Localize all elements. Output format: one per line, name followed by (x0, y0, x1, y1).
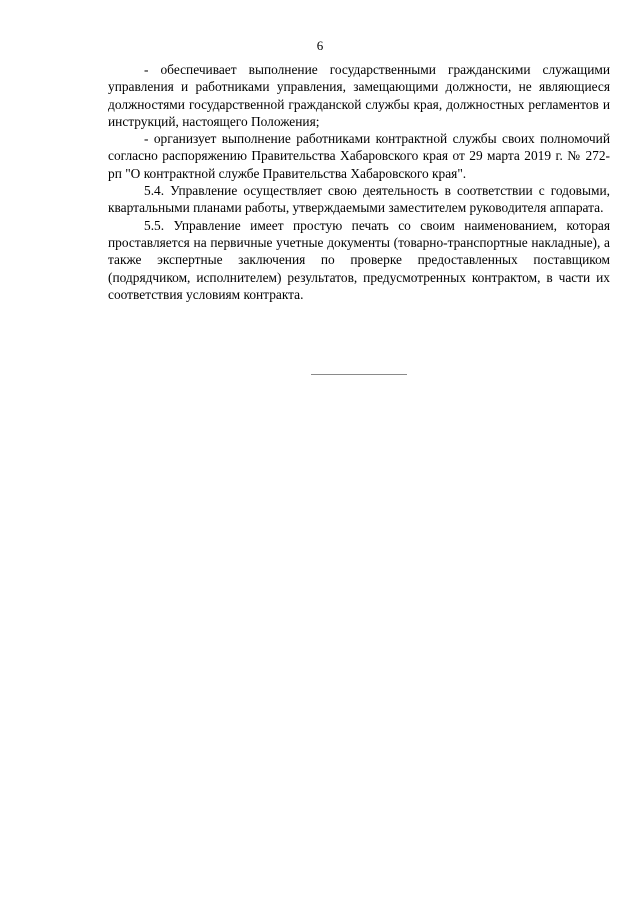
paragraph-5-4: 5.4. Управление осуществляет свою деятельность в соответствии с годовыми, квартальными планами работы, утверждаемыми заместителем руководителя аппарата. (108, 183, 610, 216)
end-separator-line (311, 374, 407, 375)
paragraph-5-5: 5.5. Управление имеет простую печать со своим наименованием, которая проставляется на первичные учетные документы (товарно-транспортные накладные), а также экспертные заключения по проверке предоставленных поставщиком (подрядчиком, исполнителем) результатов, предусмотренных контрактом, в части их соответствия условиям контракта. (108, 217, 610, 302)
page-number: 6 (316, 38, 324, 53)
paragraph-duty-compliance: - обеспечивает выполнение государственными гражданскими служащими управления и работниками управления, замещающими должности, не являющиеся должностями государственной гражданской службы края, должностных регламентов и инструкций, настоящего Положения; (108, 62, 610, 129)
document-body (108, 61, 610, 303)
paragraph-contract-service: - организует выполнение работниками контрактной службы своих полномочий согласно распоряжению Правительства Хабаровского края от 29 марта 2019 г. № 272-рп "О контрактной службе Правительства Хабаровского края". (108, 131, 610, 181)
